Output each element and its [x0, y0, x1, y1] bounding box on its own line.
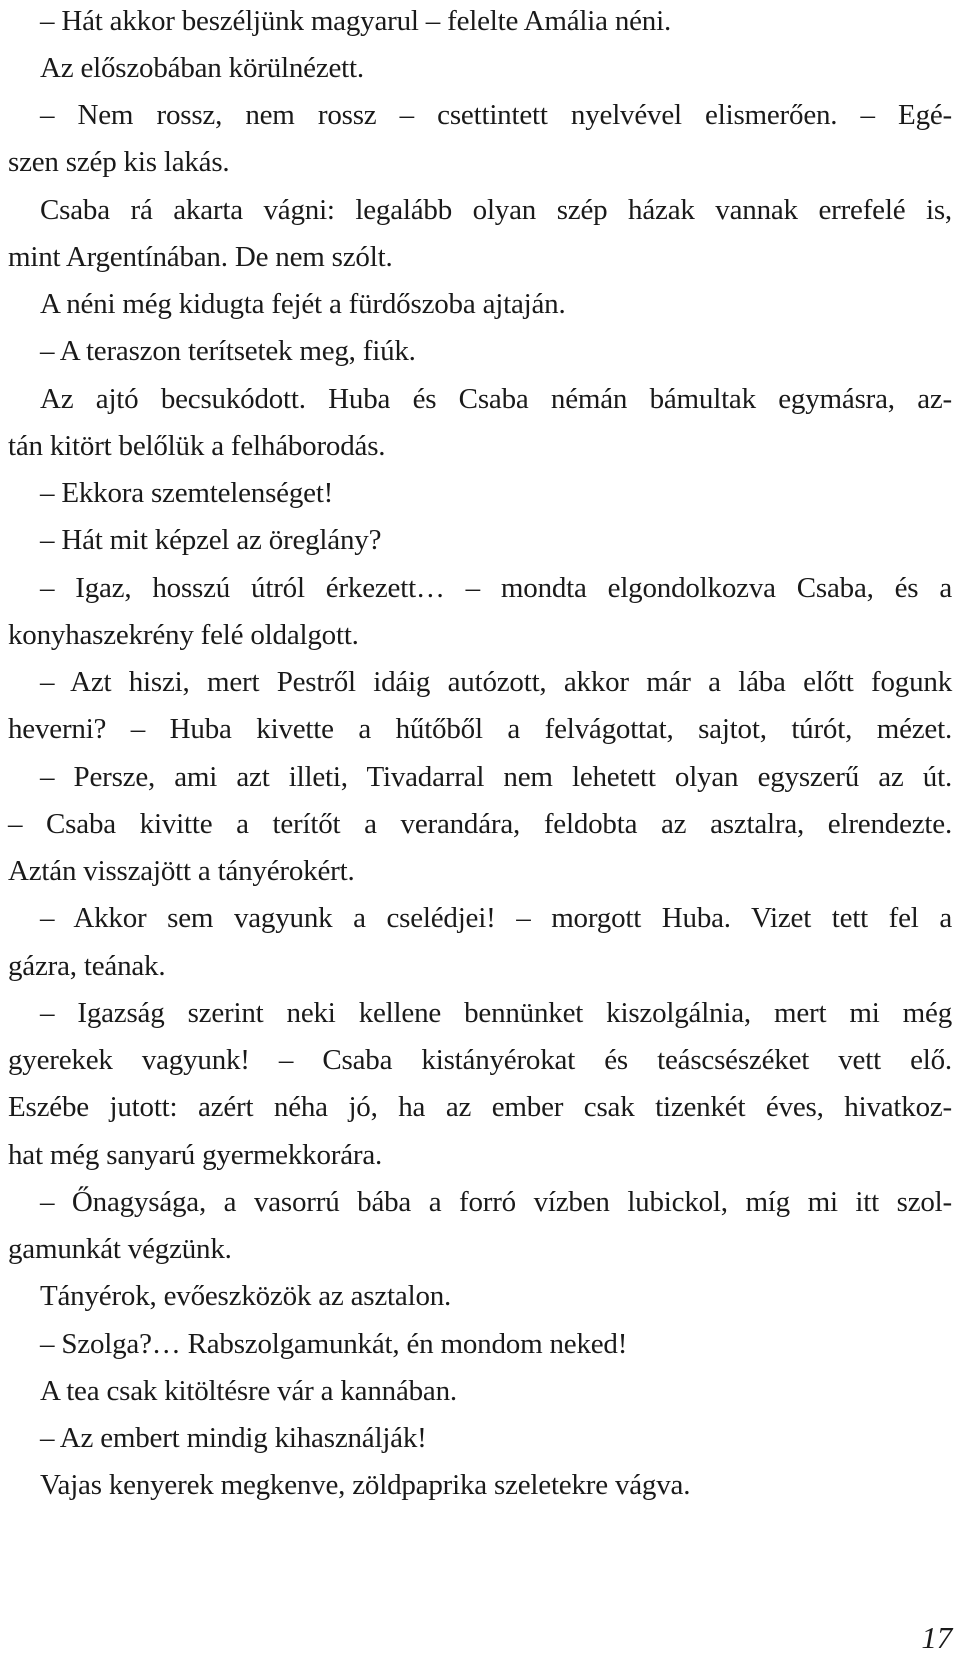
text-line: – Hát mit képzel az öreglány? [40, 524, 382, 556]
text-line: – A teraszon terítsetek meg, fiúk. [40, 335, 416, 367]
text-line: Tányérok, evőeszközök az asztalon. [40, 1280, 452, 1312]
text-line: – Csaba kivitte a terítőt a verandára, feldobta az asztalra, elrendezte. [8, 808, 952, 840]
text-line: – Az embert mindig kihasználják! [40, 1422, 427, 1454]
text-line: konyhaszekrény felé oldalgott. [8, 619, 359, 651]
text-line: tán kitört belőlük a felháborodás. [8, 430, 386, 462]
text-line: – Igazság szerint neki kellene bennünket kiszolgálnia, mert mi még [40, 997, 952, 1029]
text-line: Eszébe jutott: azért néha jó, ha az ember csak tizenkét éves, hivatkoz- [8, 1091, 952, 1123]
text-line: – Hát akkor beszéljünk magyarul – felelte Amália néni. [40, 5, 672, 37]
text-line: gamunkát végzünk. [8, 1233, 232, 1265]
text-line: – Igaz, hosszú útról érkezett… – mondta elgondolkozva Csaba, és a [40, 572, 952, 604]
text-line: – Akkor sem vagyunk a cselédjei! – morgott Huba. Vizet tett fel a [40, 902, 952, 934]
page-number: 17 [921, 1620, 952, 1655]
text-line: Az előszobában körülnézett. [40, 52, 364, 84]
text-line: – Nem rossz, nem rossz – csettintett nyelvével elismerően. – Egé- [40, 99, 952, 131]
text-line: Az ajtó becsukódott. Huba és Csaba némán bámultak egymásra, az- [40, 383, 952, 415]
text-line: hat még sanyarú gyermekkorára. [8, 1139, 383, 1171]
text-line: – Azt hiszi, mert Pestről idáig autózott, akkor már a lába előtt fogunk [40, 666, 952, 698]
text-line: – Őnagysága, a vasorrú bába a forró vízben lubickol, míg mi itt szol- [40, 1186, 952, 1218]
text-line: Csaba rá akarta vágni: legalább olyan szép házak vannak errefelé is, [40, 194, 952, 226]
text-line: – Persze, ami azt illeti, Tivadarral nem lehetett olyan egyszerű az út. [40, 761, 952, 793]
text-line: A tea csak kitöltésre vár a kannában. [40, 1375, 457, 1407]
text-line: mint Argentínában. De nem szólt. [8, 241, 393, 273]
text-line: – Ekkora szemtelenséget! [40, 477, 334, 509]
text-line: gyerekek vagyunk! – Csaba kistányérokat és teáscsészéket vett elő. [8, 1044, 952, 1076]
text-line: A néni még kidugta fejét a fürdőszoba ajtaján. [40, 288, 566, 320]
text-line: heverni? – Huba kivette a hűtőből a felvágottat, sajtot, túrót, mézet. [8, 713, 952, 745]
text-line: gázra, teának. [8, 950, 166, 982]
text-line: szen szép kis lakás. [8, 146, 230, 178]
text-line: Aztán visszajött a tányérokért. [8, 855, 355, 887]
text-line: – Szolga?… Rabszolgamunkát, én mondom neked! [40, 1328, 628, 1360]
text-line: Vajas kenyerek megkenve, zöldpaprika szeletekre vágva. [40, 1469, 691, 1501]
